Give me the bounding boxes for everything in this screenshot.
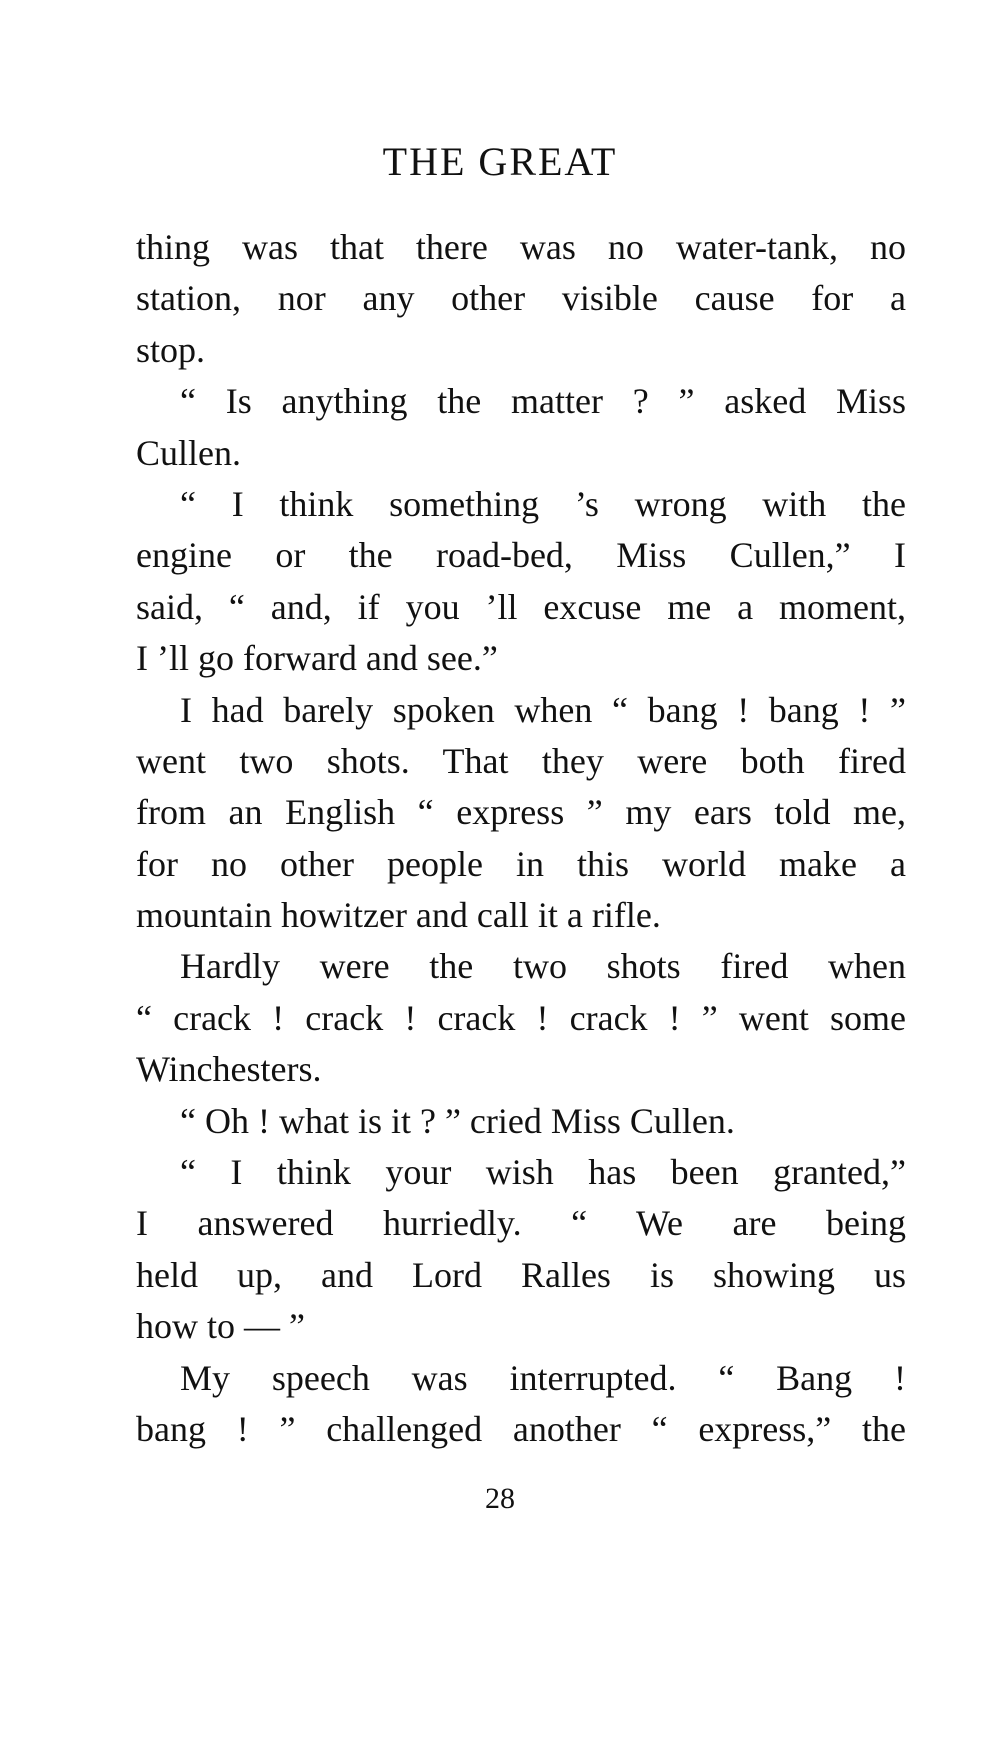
text-line: Hardly were the two shots fired when [180, 946, 906, 987]
text-line: said, “ and, if you ’ll excuse me a moment, [136, 586, 906, 627]
text-line: mountain howitzer and call it a rifle. [136, 895, 661, 936]
text-line: “ I think something ’s wrong with the [180, 483, 906, 524]
text-line: how to — ” [136, 1306, 305, 1347]
text-line: for no other people in this world make a [136, 843, 906, 884]
text-line: I had barely spoken when “ bang ! bang ! ” [180, 689, 906, 730]
text-line: I ’ll go forward and see.” [136, 638, 498, 679]
text-line: I answered hurriedly. “ We are being [136, 1203, 906, 1244]
text-line: stop. [136, 329, 206, 370]
text-line: engine or the road-bed, Miss Cullen,” I [136, 535, 906, 576]
page-number: 28 [485, 1482, 515, 1515]
text-line: station, nor any other visible cause for a [136, 278, 906, 319]
text-line: Winchesters. [136, 1049, 322, 1090]
text-line: Cullen. [136, 432, 241, 473]
text-line: My speech was interrupted. “ Bang ! [180, 1357, 906, 1398]
text-line: from an English “ express ” my ears told me, [136, 792, 906, 833]
running-title: THE GREAT [382, 139, 618, 184]
body-text [136, 222, 906, 1455]
text-line: “ Oh ! what is it ? ” cried Miss Cullen. [180, 1100, 735, 1141]
text-line: “ crack ! crack ! crack ! crack ! ” went some [136, 997, 906, 1038]
text-line: “ Is anything the matter ? ” asked Miss [180, 381, 906, 422]
text-line: “ I think your wish has been granted,” [180, 1152, 906, 1193]
text-line: went two shots. That they were both fired [136, 740, 906, 781]
text-line: held up, and Lord Ralles is showing us [136, 1254, 906, 1295]
text-line: thing was that there was no water-tank, no [136, 227, 906, 267]
text-line: bang ! ” challenged another “ express,” the [136, 1408, 906, 1449]
